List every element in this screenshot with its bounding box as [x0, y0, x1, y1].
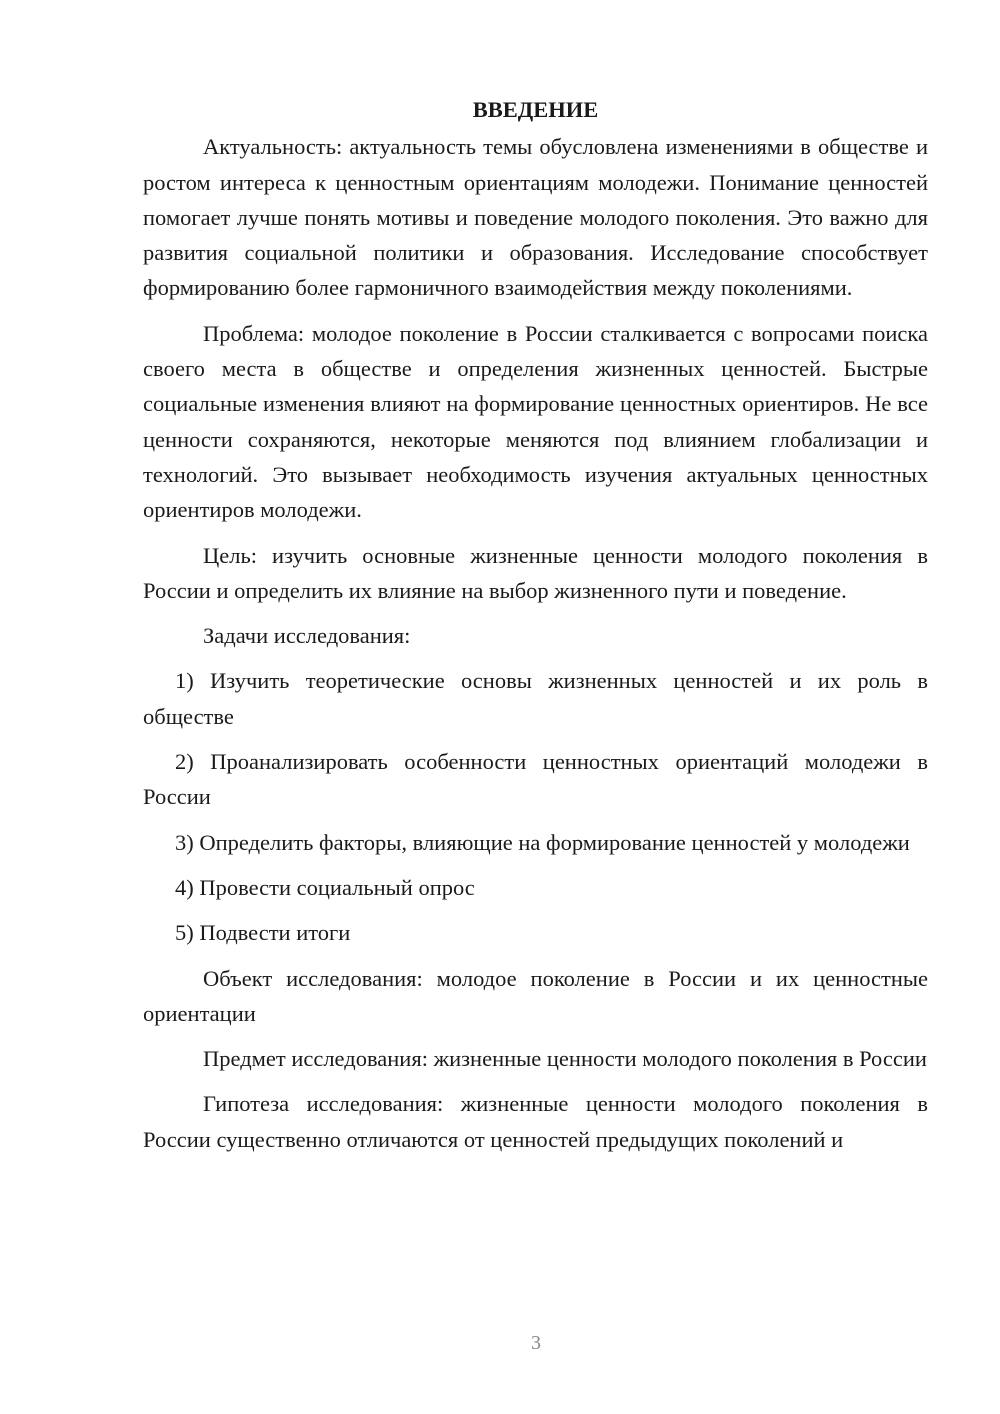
task-item: 5) Подвести итоги — [175, 920, 351, 946]
task-item: 4) Провести социальный опрос — [175, 874, 475, 900]
tasks-heading: Задачи исследования: — [203, 623, 411, 649]
goal-paragraph: Цель: изучить основные жизненные ценности молодого поколения в России и определить их влияние на выбор жизненного пути и поведение. — [143, 542, 928, 603]
page-title: ВВЕДЕНИЕ — [472, 97, 599, 122]
task-item: 1) Изучить теоретические основы жизненных ценностей и их роль в обществе — [143, 668, 928, 729]
page-number: 3 — [531, 1332, 541, 1354]
object-paragraph: Объект исследования: молодое поколение в России и их ценностные ориентации — [143, 965, 928, 1026]
document-page — [143, 92, 928, 1167]
task-item: 3) Определить факторы, влияющие на формирование ценностей у молодежи — [175, 829, 910, 855]
task-item: 2) Проанализировать особенности ценностных ориентаций молодежи в России — [143, 749, 928, 810]
problem-paragraph: Проблема: молодое поколение в России сталкивается с вопросами поиска своего места в обществе и определения жизненных ценностей. Быстрые социальные изменения влияют на формирование ценностных ориентиров. Не все ценности сохраняются, некоторые меняются под влиянием глобализации и технологий. Это вызывает необходимость изучения актуальных ценностных ориентиров молодежи. — [143, 320, 928, 523]
relevance-paragraph: Актуальность: актуальность темы обусловлена изменениями в обществе и ростом интереса к ценностным ориентациям молодежи. Понимание ценностей помогает лучше понять мотивы и поведение молодого поколения. Это важно для развития социальной политики и образования. Исследование способствует формированию более гармоничного взаимодействия между поколениями. — [143, 134, 928, 301]
hypothesis-paragraph: Гипотеза исследования: жизненные ценности молодого поколения в России существенно отличаются от ценностей предыдущих поколений и — [143, 1091, 928, 1152]
subject-paragraph: Предмет исследования: жизненные ценности молодого поколения в России — [203, 1046, 927, 1072]
